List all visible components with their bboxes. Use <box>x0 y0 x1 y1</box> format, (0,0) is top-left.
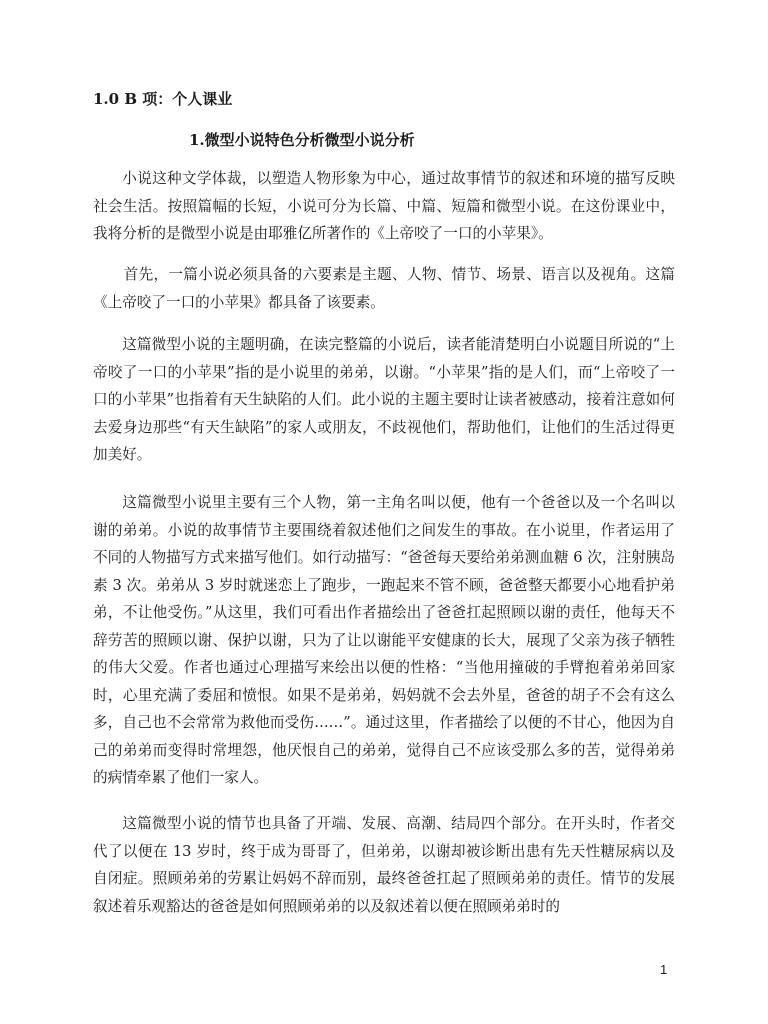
page-number: 1 <box>660 962 668 977</box>
paragraph-plot: 这篇微型小说的情节也具备了开端、发展、高潮、结局四个部分。在开头时，作者交代了以便在 13 岁时，终于成为哥哥了，但弟弟，以谢却被诊断出患有先天性糖尿病以及自闭症。照顾弟弟的劳累让妈妈不辞而别，最终爸爸扛起了照顾弟弟的责任。情节的发展叙述着乐观豁达的爸爸是如何照顾弟弟的以及叙述着以便在照顾弟弟时的 <box>93 815 675 915</box>
paragraph-characters: 这篇微型小说里主要有三个人物，第一主角名叫以便，他有一个爸爸以及一个名叫以谢的弟弟。小说的故事情节主要围绕着叙述他们之间发生的事故。在小说里，作者运用了不同的人物描写方式来描写他们。如行动描写：“爸爸每天要给弟弟测血糖 6 次，注射胰岛素 3 次。弟弟从 3 岁时就迷恋上了跑步，一跑起来不管不顾，爸爸整天都要小心地看护弟弟，不让他受伤。”从这里，我们可看出作者描绘出了爸爸扛起照顾以谢的责任，他每天不辞劳苦的照顾以谢、保护以谢，只为了让以谢能平安健康的长大，展现了父亲为孩子牺牲的伟大父爱。作者也通过心理描写来绘出以便的性格：“当他用撞破的手臂抱着弟弟回家时，心里充满了委屈和愤恨。如果不是弟弟，妈妈就不会去外星，爸爸的胡子不会有这么多，自己也不会常常为救他而受伤……”。通过这里，作者描绘了以便的不甘心，他因为自己的弟弟而变得时常埋怨，他厌恨自己的弟弟，觉得自己不应该受那么多的苦，觉得弟弟的病情牵累了他们一家人。 <box>93 494 675 786</box>
paragraph-elements: 首先，一篇小说必须具备的六要素是主题、人物、情节、场景、语言以及视角。这篇《上帝咬了一口的小苹果》都具备了该要素。 <box>93 266 675 311</box>
paragraph-theme: 这篇微型小说的主题明确，在读完整篇的小说后，读者能清楚明白小说题目所说的“上帝咬了一口的小苹果”指的是小说里的弟弟，以谢。“小苹果”指的是人们，而“上帝咬了一口的小苹果”也指着有天生缺陷的人们。此小说的主题主要时让读者被感动，接着注意如何去爱身边那些“有天生缺陷”的家人或朋友，不歧视他们，帮助他们，让他们的生活过得更加美好。 <box>93 336 675 463</box>
essay-title: 1.微型小说特色分析微型小说分析 <box>189 131 415 149</box>
paragraph-intro: 小说这种文学体裁，以塑造人物形象为中心，通过故事情节的叙述和环境的描写反映社会生活。按照篇幅的长短，小说可分为长篇、中篇、短篇和微型小说。在这份课业中，我将分析的是微型小说是由耶雅亿所著作的《上帝咬了一口的小苹果》。 <box>93 170 675 242</box>
section-heading: 1.0 B 项：个人课业 <box>93 90 233 108</box>
